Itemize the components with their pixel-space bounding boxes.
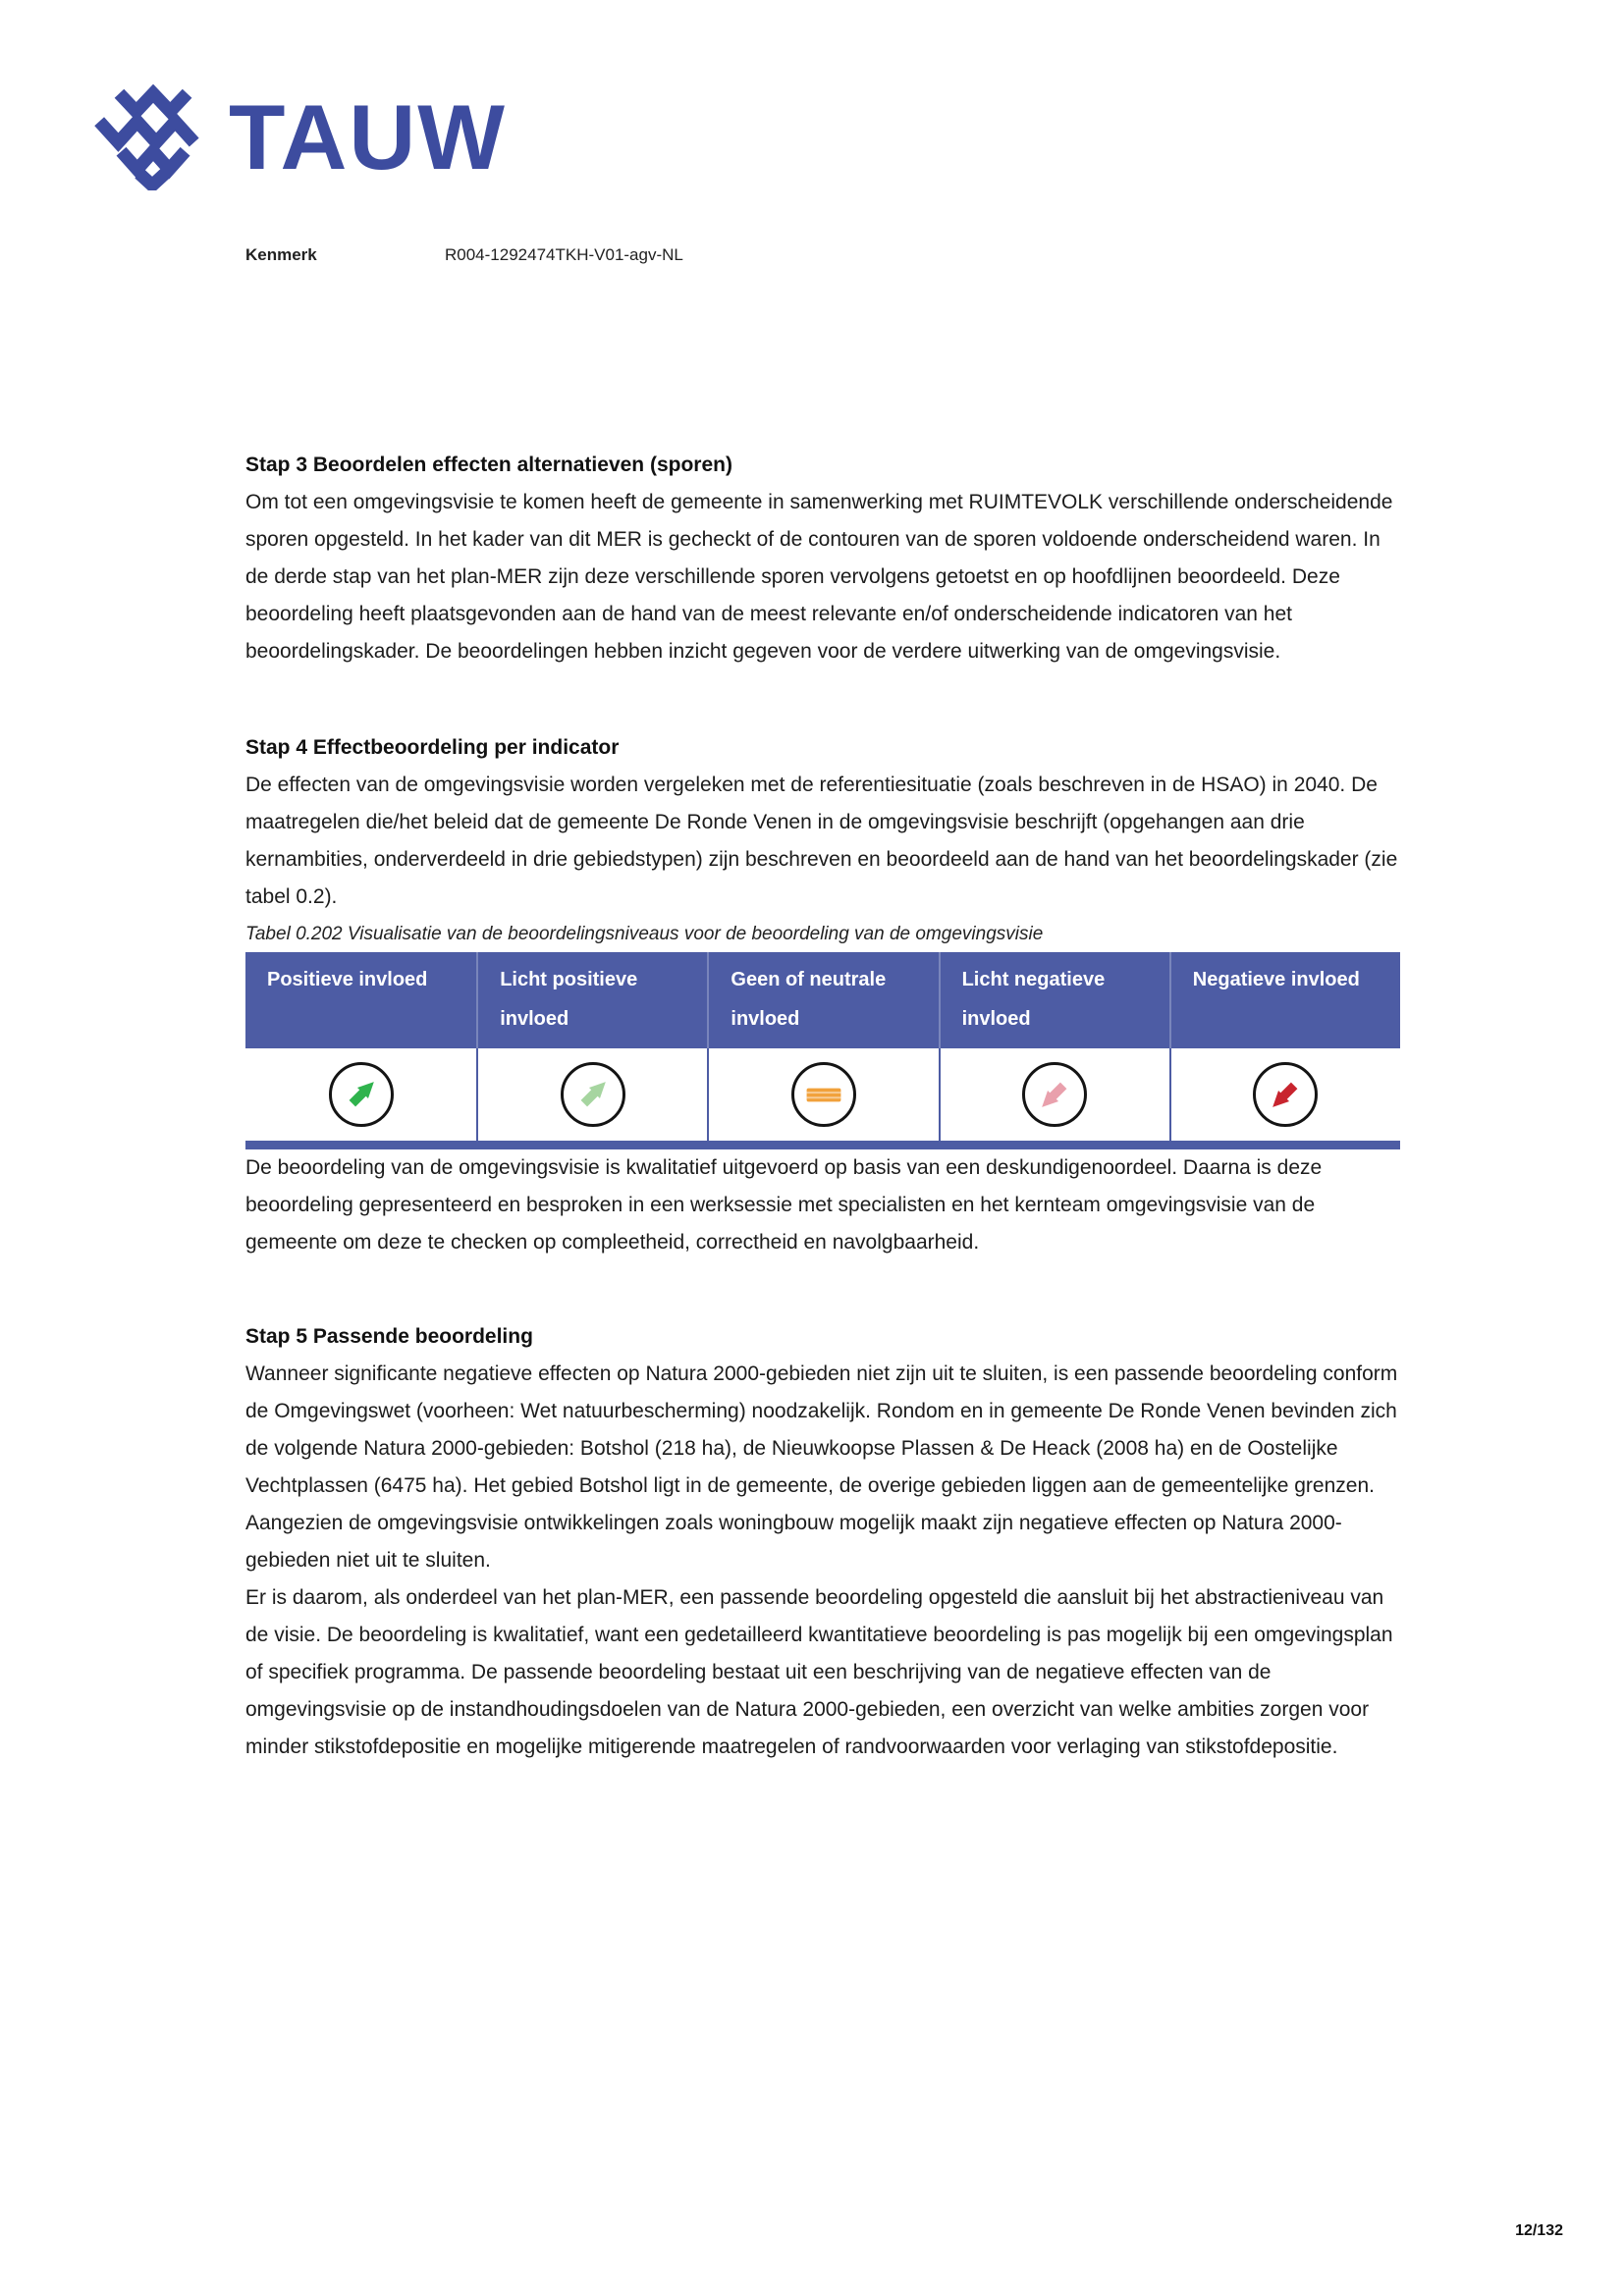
after-table-paragraph: De beoordeling van de omgevingsvisie is kwalitatief uitgevoerd op basis van een deskundigenoordeel. Daarna is deze beoordeling gepresenteerd en besproken in een werksessie met specialisten en het kernteam omgevingsvisie van de gemeente om deze te checken op compleetheid, correctheid en navolgbaarheid. bbox=[245, 1156, 1323, 1254]
table-header-negative: Negatieve invloed bbox=[1169, 952, 1400, 1048]
table-header-light-negative: Licht negatieve invloed bbox=[939, 952, 1169, 1048]
section-stap5 bbox=[245, 1318, 1400, 1579]
table-header-light-positive: Licht positieve invloed bbox=[476, 952, 707, 1048]
table-header-positive: Positieve invloed bbox=[267, 969, 428, 990]
stap3-body: Om tot een omgevingsvisie te komen heeft de gemeente in samenwerking met RUIMTEVOLK verschillende onderscheidende sporen opgesteld. In het kader van dit MER is gecheckt of de contouren van de sporen voldoende onderscheidend waren. In de derde stap van het plan-MER zijn deze verschillende sporen vervolgens getoetst en op hoofdlijnen beoordeeld. Deze beoordeling heeft plaatsgevonden aan de hand van de meest relevante en/of onderscheidende indicatoren van het beoordelingskader. De beoordelingen hebben inzicht gegeven voor de verdere uitwerking van de omgevingsvisie. bbox=[245, 491, 1393, 663]
stap5-heading: Stap 5 Passende beoordeling bbox=[245, 1325, 533, 1348]
light-negative-circle bbox=[1022, 1062, 1087, 1127]
stap5-body: Wanneer significante negatieve effecten op Natura 2000-gebieden niet zijn uit te sluiten, is een passende beoordeling conform de Omgevingswet (voorheen: Wet natuurbescherming) noodzakelijk. Rondom en in gemeente De Ronde Venen bevinden zich de volgende Natura 2000-gebieden: Botshol (218 ha), de Nieuwkoopse Plassen & De Heack (2008 ha) en de Oostelijke Vechtplassen (6475 ha). Het gebied Botshol ligt in de gemeente, de overige gebieden liggen aan de gemeentelijke grenzen. Aangezien de omgevingsvisie ontwikkelingen zoals woningbouw mogelijk maakt zijn negatieve effecten op Natura 2000-gebieden niet uit te sluiten. bbox=[245, 1362, 1398, 1572]
tauw-wave-icon bbox=[91, 84, 211, 190]
table-cell-light-positive bbox=[476, 1048, 707, 1141]
tauw-logo bbox=[91, 84, 507, 190]
table-header-neutral: Geen of neutrale invloed bbox=[707, 952, 938, 1048]
section-stap3 bbox=[245, 447, 1400, 670]
stap4-body: De effecten van de omgevingsvisie worden vergeleken met de referentiesituatie (zoals beschreven in de HSAO) in 2040. De maatregelen die/het beleid dat de gemeente De Ronde Venen in de omgevingsvisie beschrijft (opgehangen aan drie kernambities, onderverdeeld in drie gebiedstypen) zijn beschreven en beoordeeld aan de hand van het beoordelingskader (zie tabel 0.2). bbox=[245, 774, 1398, 908]
document-reference-row bbox=[245, 243, 1400, 267]
kenmerk-label: Kenmerk bbox=[245, 245, 317, 264]
positive-circle bbox=[329, 1062, 394, 1127]
logo-wordmark: TAUW bbox=[229, 85, 507, 189]
page-number: 12/132 bbox=[1515, 2222, 1563, 2239]
light-positive-circle bbox=[561, 1062, 625, 1127]
negative-circle bbox=[1253, 1062, 1318, 1127]
stap3-heading: Stap 3 Beoordelen effecten alternatieven (sporen) bbox=[245, 454, 732, 476]
neutral-dash-icon bbox=[802, 1073, 845, 1116]
table-cell-neutral bbox=[707, 1048, 938, 1141]
table-caption: Tabel 0.202 Visualisatie van de beoordelingsniveaus voor de beoordeling van de omgevingsvisie bbox=[245, 924, 1044, 944]
table-cell-negative bbox=[1169, 1048, 1400, 1141]
closing-paragraph: Er is daarom, als onderdeel van het plan-MER, een passende beoordeling opgesteld die aansluit bij het abstractieniveau van de visie. De beoordeling is kwalitatief, want een gedetailleerd kwantitatieve beoordeling is pas mogelijk bij een omgevingsplan of specifiek programma. De passende beoordeling bestaat uit een beschrijving van de negatieve effecten van de omgevingsvisie op de instandhoudingsdoelen van de Natura 2000-gebieden, een overzicht van welke ambities zorgen voor minder stikstofdepositie en mogelijke mitigerende maatregelen of randvoorwaarden voor verlaging van stikstofdepositie. bbox=[245, 1586, 1393, 1758]
table-header-row bbox=[245, 952, 1400, 1048]
table-cell-positive bbox=[245, 1048, 476, 1141]
positive-arrow-icon bbox=[340, 1073, 383, 1116]
neutral-circle bbox=[791, 1062, 856, 1127]
table-icon-row bbox=[245, 1048, 1400, 1149]
kenmerk-value: R004-1292474TKH-V01-agv-NL bbox=[445, 245, 683, 264]
light-negative-arrow-icon bbox=[1033, 1073, 1076, 1116]
section-stap4 bbox=[245, 729, 1400, 916]
light-positive-arrow-icon bbox=[571, 1073, 615, 1116]
negative-arrow-icon bbox=[1264, 1073, 1307, 1116]
table-cell-light-negative bbox=[939, 1048, 1169, 1141]
assessment-levels-table bbox=[245, 922, 1400, 1149]
content-column bbox=[245, 0, 1400, 1766]
stap4-heading: Stap 4 Effectbeoordeling per indicator bbox=[245, 736, 620, 759]
